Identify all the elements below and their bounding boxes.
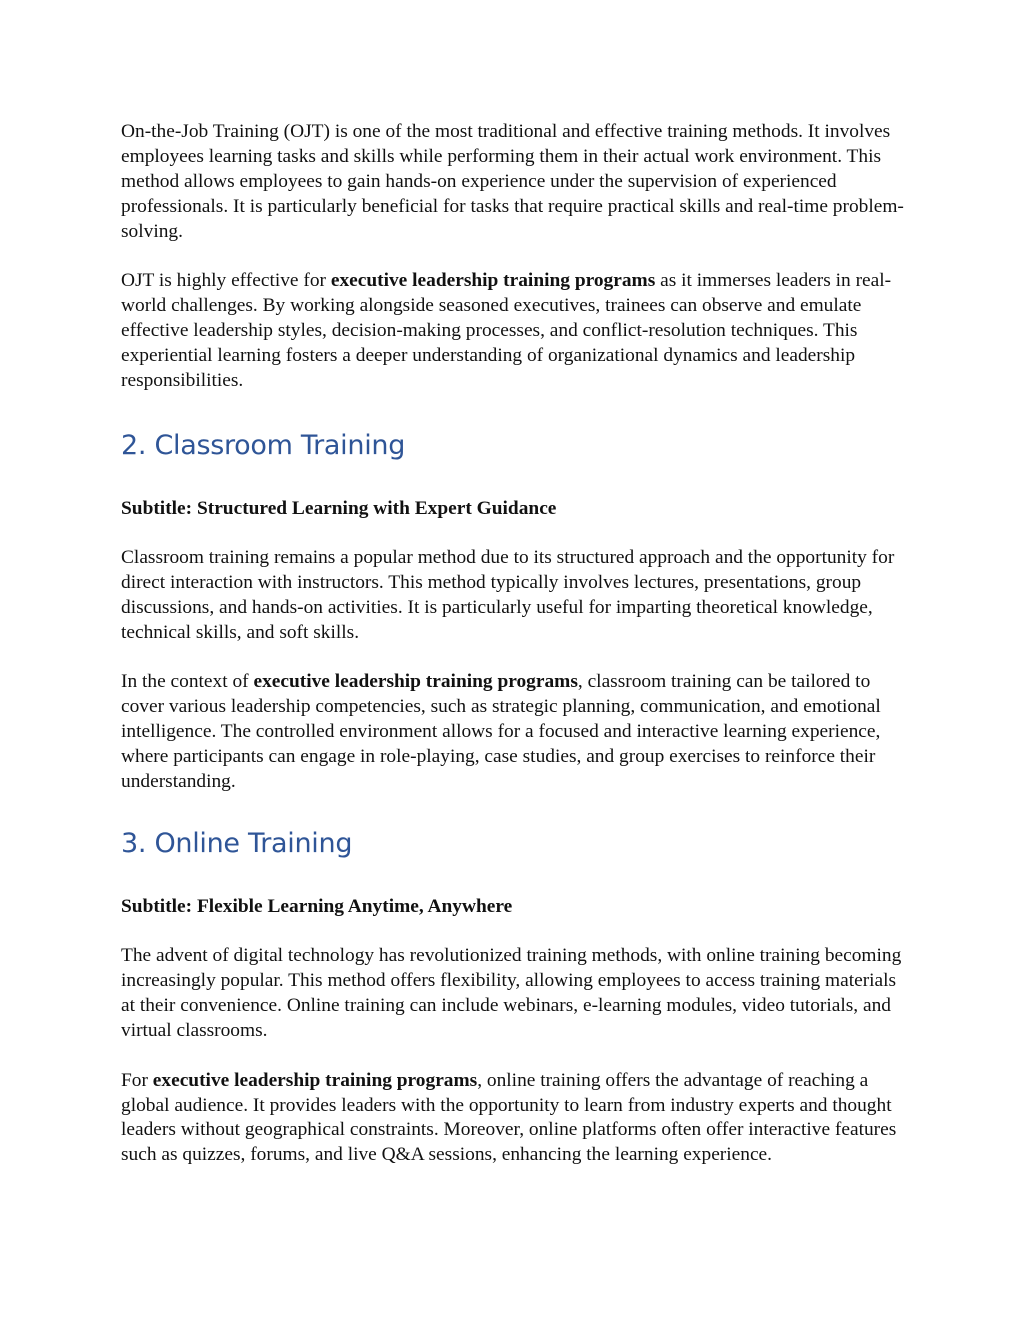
paragraph-text: OJT is highly effective for bbox=[121, 270, 331, 292]
paragraph-online-leadership bbox=[121, 1069, 911, 1169]
section-heading-classroom-training: 2. Classroom Training bbox=[121, 429, 406, 461]
bold-keyword: executive leadership training programs bbox=[253, 671, 578, 693]
paragraph-ojt-intro bbox=[121, 120, 911, 245]
section-heading-online-training: 3. Online Training bbox=[121, 827, 353, 859]
paragraph-text: On-the-Job Training (OJT) is one of the most traditional and effective training methods. It involves employees learning tasks and skills while performing them in their actual work environment. This method allows employees to gain hands-on experience under the supervision of experienced professionals. It is particularly beneficial for tasks that require practical skills and real-time problem-solving. bbox=[121, 121, 904, 242]
bold-keyword: executive leadership training programs bbox=[152, 1069, 478, 1091]
document-page bbox=[121, 120, 911, 1193]
paragraph-text: Classroom training remains a popular method due to its structured approach and the opportunity for direct interaction with instructors. This method typically involves lectures, presentations, group discussions, and hands-on activities. It is particularly useful for imparting theoretical knowledge, technical skills, and soft skills. bbox=[121, 547, 895, 643]
paragraph-text: , online training offers the advantage of reaching a global audience. It provides leaders with the opportunity to learn from industry experts and thought leaders without geographical constraints. Moreover, online platforms often offer interactive features such as quizzes, forums, and live Q&A sessions, enhancing the learning experience. bbox=[121, 1069, 897, 1166]
paragraph-ojt-leadership bbox=[121, 269, 911, 394]
paragraph-text: The advent of digital technology has revolutionized training methods, with online training becoming increasingly popular. This method offers flexibility, allowing employees to access training materials at their convenience. Online training can include webinars, e-learning modules, video tutorials, and virtual classrooms. bbox=[121, 945, 902, 1042]
paragraph-text: In the context of bbox=[121, 671, 254, 693]
paragraph-text: For bbox=[121, 1069, 153, 1091]
paragraph-text: as it immerses leaders in real-world challenges. By working alongside seasoned executives, trainees can observe and emulate effective leadership styles, decision-making processes, and conflict-resolution techniques. This experiential learning fosters a deeper understanding of organizational dynamics and leadership responsibilities. bbox=[121, 270, 892, 391]
paragraph-text: , classroom training can be tailored to cover various leadership competencies, such as strategic planning, communication, and emotional intelligence. The controlled environment allows for a focused and interactive learning experience, where participants can engage in role-playing, case studies, and group exercises to reinforce their understanding. bbox=[121, 671, 881, 792]
section-subtitle: Subtitle: Structured Learning with Expert Guidance bbox=[121, 497, 557, 519]
paragraph-classroom-intro bbox=[121, 546, 911, 646]
section-subtitle: Subtitle: Flexible Learning Anytime, Anywhere bbox=[121, 895, 513, 917]
paragraph-online-intro bbox=[121, 944, 911, 1044]
bold-keyword: executive leadership training programs bbox=[330, 270, 656, 292]
paragraph-classroom-leadership bbox=[121, 670, 911, 795]
